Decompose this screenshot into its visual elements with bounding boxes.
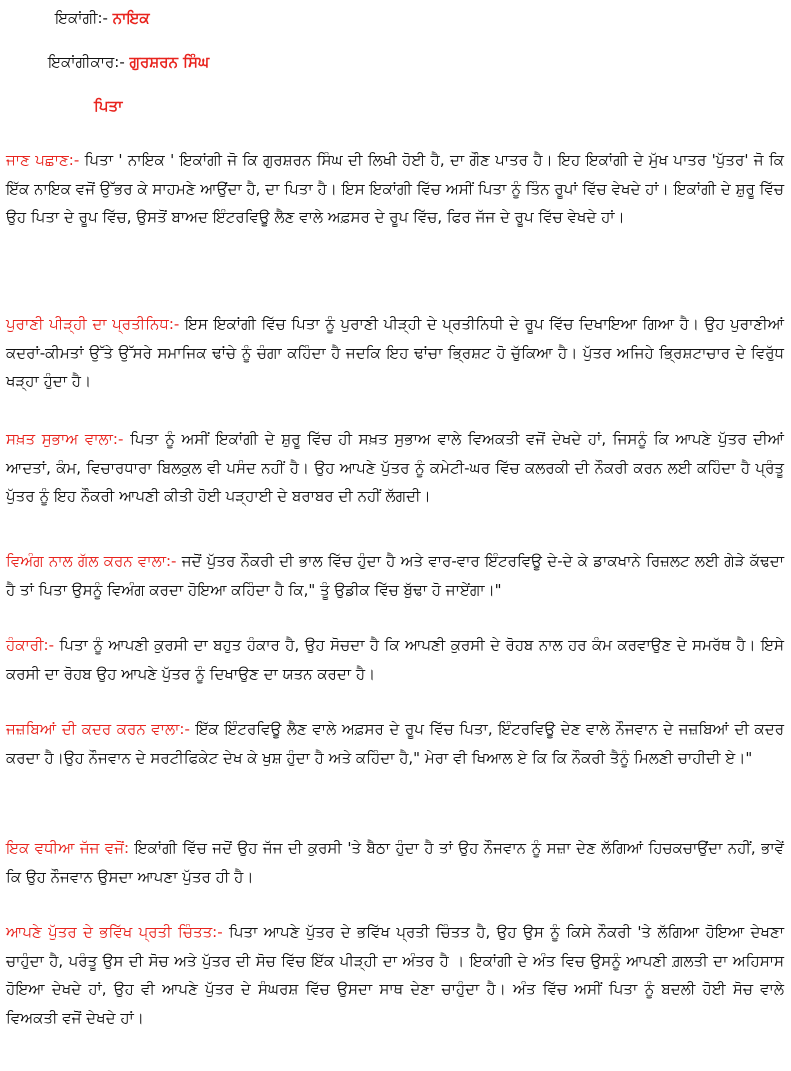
section-introduction: [6, 146, 784, 232]
section-heading: ਸਖ਼ਤ ਸੁਭਾਅ ਵਾਲਾ:-: [6, 430, 124, 448]
section-worried-future: [6, 918, 784, 1032]
character-name: ਪਿਤਾ: [94, 97, 123, 115]
section-strict-nature: [6, 425, 784, 511]
play-title-line: [55, 8, 150, 28]
section-body: ਪਿਤਾ ਨੂੰ ਅਸੀਂ ਇਕਾਂਗੀ ਦੇ ਸ਼ੁਰੂ ਵਿੱਚ ਹੀ ਸਖ਼ਤ ਸੁਭਾਅ ਵਾਲੇ ਵਿਅਕਤੀ ਵਜੋਂ ਦੇਖਦੇ ਹਾਂ, ਜਿਸਨੂੰ ਕਿ ਆਪਣੇ ਪੁੱਤਰ ਦੀਆਂ ਆਦਤਾਂ, ਕੰਮ, ਵਿਚਾਰਧਾਰਾ ਬਿਲਕੁਲ ਵੀ ਪਸੰਦ ਨਹੀਂ ਹੈ। ਉਹ ਆਪਣੇ ਪੁੱਤਰ ਨੂੰ ਕਮੇਟੀ-ਘਰ ਵਿੱਚ ਕਲਰਕੀ ਦੀ ਨੌਕਰੀ ਕਰਨ ਲਈ ਕਹਿੰਦਾ ਹੈ ਪ੍ਰੰਤੂ ਪੁੱਤਰ ਨੂੰ ਇਹ ਨੌਕਰੀ ਆਪਣੀ ਕੀਤੀ ਹੋਈ ਪੜ੍ਹਾਈ ਦੇ ਬਰਾਬਰ ਦੀ ਨਹੀਂ ਲੱਗਦੀ।: [6, 430, 784, 505]
section-body: ਪਿਤਾ ਨੂੰ ਆਪਣੀ ਕੁਰਸੀ ਦਾ ਬਹੁਤ ਹੰਕਾਰ ਹੈ, ਉਹ ਸੋਚਦਾ ਹੈ ਕਿ ਆਪਣੀ ਕੁਰਸੀ ਦੇ ਰੋਹਬ ਨਾਲ ਹਰ ਕੰਮ ਕਰਵਾਉਣ ਦੇ ਸਮਰੱਥ ਹੈ। ਇਸੇ ਕਰਸੀ ਦਾ ਰੋਹਬ ਉਹ ਆਪਣੇ ਪੁੱਤਰ ਨੂੰ ਦਿਖਾਉਣ ਦਾ ਯਤਨ ਕਰਦਾ ਹੈ।: [6, 636, 784, 683]
section-sarcastic: [6, 547, 784, 604]
author-label: ਇਕਾਂਗੀਕਾਰ:-: [48, 53, 125, 71]
author-line: [48, 52, 209, 72]
section-heading: ਜਜ਼ਬਿਆਂ ਦੀ ਕਦਰ ਕਰਨ ਵਾਲਾ:-: [6, 720, 190, 738]
play-title: ਨਾਇਕ: [112, 9, 150, 27]
section-heading: ਵਿਅੰਗ ਨਾਲ ਗੱਲ ਕਰਨ ਵਾਲਾ:-: [6, 552, 177, 570]
section-good-judge: [6, 834, 784, 891]
section-heading: ਜਾਣ ਪਛਾਣ:-: [6, 151, 80, 169]
section-arrogant: [6, 631, 784, 688]
section-body: ਇਸ ਇਕਾਂਗੀ ਵਿੱਚ ਪਿਤਾ ਨੂੰ ਪੁਰਾਣੀ ਪੀੜ੍ਹੀ ਦੇ ਪ੍ਰਤੀਨਿਧੀ ਦੇ ਰੂਪ ਵਿੱਚ ਦਿਖਾਇਆ ਗਿਆ ਹੈ। ਉਹ ਪੁਰਾਣੀਆਂ ਕਦਰਾਂ-ਕੀਮਤਾਂ ਉੱਤੇ ਉੱਸਰੇ ਸਮਾਜਿਕ ਢਾਂਚੇ ਨੂੰ ਚੰਗਾ ਕਹਿੰਦਾ ਹੈ ਜਦਕਿ ਇਹ ਢਾਂਚਾ ਭ੍ਰਿਸ਼ਟ ਹੋ ਚੁੱਕਿਆ ਹੈ। ਪੁੱਤਰ ਅਜਿਹੇ ਭ੍ਰਿਸ਼ਟਾਚਾਰ ਦੇ ਵਿਰੁੱਧ ਖੜ੍ਹਾ ਹੁੰਦਾ ਹੈ।: [6, 315, 784, 390]
section-body: ਜਦੋਂ ਪੁੱਤਰ ਨੌਕਰੀ ਦੀ ਭਾਲ ਵਿੱਚ ਹੁੰਦਾ ਹੈ ਅਤੇ ਵਾਰ-ਵਾਰ ਇੰਟਰਵਿਊ ਦੇ-ਦੇ ਕੇ ਡਾਕਖਾਨੇ ਰਿਜ਼ਲਟ ਲਈ ਗੇੜੇ ਕੱਢਦਾ ਹੈ ਤਾਂ ਪਿਤਾ ਉਸਨੂੰ ਵਿਅੰਗ ਕਰਦਾ ਹੋਇਆ ਕਹਿੰਦਾ ਹੈ ਕਿ," ਤੂੰ ਉਡੀਕ ਵਿੱਚ ਬੁੱਢਾ ਹੋ ਜਾਏਂਗਾ।": [6, 552, 784, 599]
section-body: ਇੱਕ ਇੰਟਰਵਿਊ ਲੈਣ ਵਾਲੇ ਅਫ਼ਸਰ ਦੇ ਰੂਪ ਵਿੱਚ ਪਿਤਾ, ਇੰਟਰਵਿਊ ਦੇਣ ਵਾਲੇ ਨੌਜਵਾਨ ਦੇ ਜਜ਼ਬਿਆਂ ਦੀ ਕਦਰ ਕਰਦਾ ਹੈ।ਉਹ ਨੌਜਵਾਨ ਦੇ ਸਰਟੀਫਿਕੇਟ ਦੇਖ ਕੇ ਖੁਸ਼ ਹੁੰਦਾ ਹੈ ਅਤੇ ਕਹਿੰਦਾ ਹੈ," ਮੇਰਾ ਵੀ ਖਿਆਲ ਏ ਕਿ ਕਿ ਨੌਕਰੀ ਤੈਨੂੰ ਮਿਲਣੀ ਚਾਹੀਦੀ ਏ।": [6, 720, 785, 767]
section-body: ਪਿਤਾ ' ਨਾਇਕ ' ਇਕਾਂਗੀ ਜੋ ਕਿ ਗੁਰਸ਼ਰਨ ਸਿੰਘ ਦੀ ਲਿਖੀ ਹੋਈ ਹੈ, ਦਾ ਗੌਣ ਪਾਤਰ ਹੈ। ਇਹ ਇਕਾਂਗੀ ਦੇ ਮੁੱਖ ਪਾਤਰ 'ਪੁੱਤਰ' ਜੋ ਕਿ ਇੱਕ ਨਾਇਕ ਵਜੋਂ ਉੱਭਰ ਕੇ ਸਾਹਮਣੇ ਆਉਂਦਾ ਹੈ, ਦਾ ਪਿਤਾ ਹੈ। ਇਸ ਇਕਾਂਗੀ ਵਿੱਚ ਅਸੀਂ ਪਿਤਾ ਨੂੰ ਤਿੰਨ ਰੂਪਾਂ ਵਿੱਚ ਵੇਖਦੇ ਹਾਂ। ਇਕਾਂਗੀ ਦੇ ਸ਼ੁਰੂ ਵਿੱਚ ਉਹ ਪਿਤਾ ਦੇ ਰੂਪ ਵਿੱਚ, ਉਸਤੋਂ ਬਾਅਦ ਇੰਟਰਵਿਊ ਲੈਣ ਵਾਲੇ ਅਫ਼ਸਰ ਦੇ ਰੂਪ ਵਿੱਚ, ਫਿਰ ਜੱਜ ਦੇ ਰੂਪ ਵਿੱਚ ਵੇਖਦੇ ਹਾਂ।: [6, 151, 785, 226]
section-values-emotions: [6, 715, 784, 772]
section-heading: ਹੰਕਾਰੀ:-: [6, 636, 55, 654]
section-heading: ਆਪਣੇ ਪੁੱਤਰ ਦੇ ਭਵਿੱਖ ਪ੍ਰਤੀ ਚਿੰਤਤ:-: [6, 923, 223, 941]
play-label: ਇਕਾਂਗੀ:-: [55, 9, 108, 27]
character-heading: [94, 96, 122, 116]
section-old-generation: [6, 310, 784, 396]
author-name: ਗੁਰਸ਼ਰਨ ਸਿੰਘ: [129, 53, 210, 71]
section-body: ਪਿਤਾ ਆਪਣੇ ਪੁੱਤਰ ਦੇ ਭਵਿੱਖ ਪ੍ਰਤੀ ਚਿੰਤਤ ਹੈ, ਉਹ ਉਸ ਨੂੰ ਕਿਸੇ ਨੌਕਰੀ 'ਤੇ ਲੱਗਿਆ ਹੋਇਆ ਦੇਖਣਾ ਚਾਹੁੰਦਾ ਹੈ, ਪਰੰਤੂ ਉਸ ਦੀ ਸੋਚ ਅਤੇ ਪੁੱਤਰ ਦੀ ਸੋਚ ਵਿੱਚ ਇੱਕ ਪੀੜ੍ਹੀ ਦਾ ਅੰਤਰ ਹੈ । ਇਕਾਂਗੀ ਦੇ ਅੰਤ ਵਿਚ ਉਸਨੂੰ ਆਪਣੀ ਗ਼ਲਤੀ ਦਾ ਅਹਿਸਾਸ ਹੋਇਆ ਦੇਖਦੇ ਹਾਂ, ਉਹ ਵੀ ਆਪਣੇ ਪੁੱਤਰ ਦੇ ਸੰਘਰਸ਼ ਵਿੱਚ ਉਸਦਾ ਸਾਥ ਦੇਣਾ ਚਾਹੁੰਦਾ ਹੈ। ਅੰਤ ਵਿੱਚ ਅਸੀਂ ਪਿਤਾ ਨੂੰ ਬਦਲੀ ਹੋਈ ਸੋਚ ਵਾਲੇ ਵਿਅਕਤੀ ਵਜੋਂ ਦੇਖਦੇ ਹਾਂ।: [6, 923, 784, 1027]
section-heading: ਪੁਰਾਣੀ ਪੀੜ੍ਹੀ ਦਾ ਪ੍ਰਤੀਨਿਧ:-: [6, 315, 180, 333]
section-body: ਇਕਾਂਗੀ ਵਿੱਚ ਜਦੋਂ ਉਹ ਜੱਜ ਦੀ ਕੁਰਸੀ 'ਤੇ ਬੈਠਾ ਹੁੰਦਾ ਹੈ ਤਾਂ ਉਹ ਨੌਜਵਾਨ ਨੂੰ ਸਜ਼ਾ ਦੇਣ ਲੱਗਿਆਂ ਹਿਚਕਚਾਉਂਦਾ ਨਹੀਂ, ਭਾਵੇਂ ਕਿ ਉਹ ਨੌਜਵਾਨ ਉਸਦਾ ਆਪਣਾ ਪੁੱਤਰ ਹੀ ਹੈ।: [6, 839, 784, 886]
section-heading: ਇਕ ਵਧੀਆ ਜੱਜ ਵਜੋਂ:: [6, 839, 130, 857]
